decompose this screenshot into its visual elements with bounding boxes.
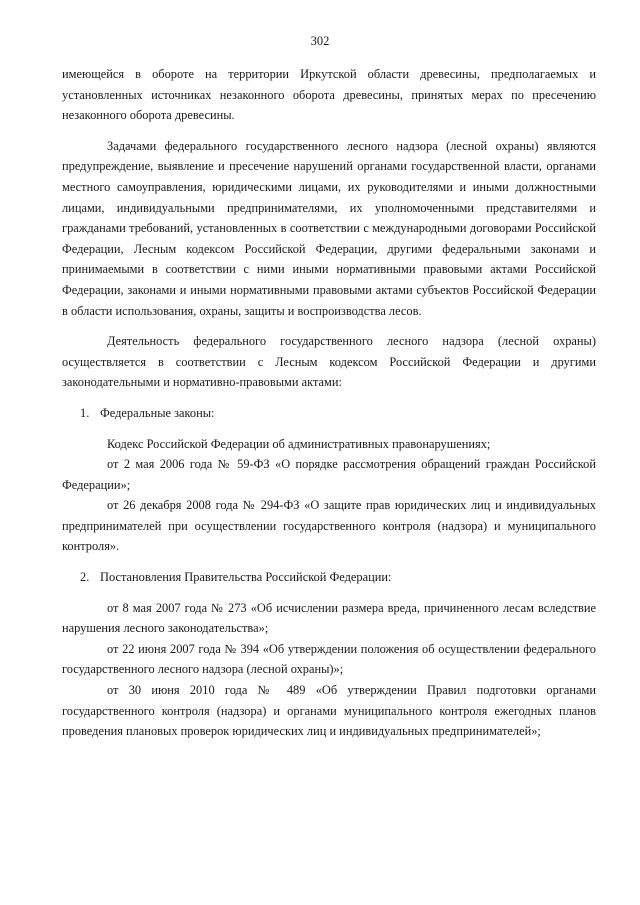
paragraph-activity: Деятельность федерального государственного лесного надзора (лесной охраны) осуществляется в соответствии с Лесным кодексом Российской Федерации и другими законодательными и нормативно-правовыми актами: xyxy=(62,334,596,390)
section-number: 2. xyxy=(80,570,90,585)
resolution-item: от 22 июня 2007 года № 394 «Об утверждении положения об осуществлении федерального государственного лесного надзора (лесной охраны)»; xyxy=(62,641,596,677)
page-number: 302 xyxy=(310,34,330,48)
resolution-item: от 30 июня 2010 года № 489 «Об утверждении Правил подготовки органами государственного контроля (надзора) и органами муниципального контроля ежегодных планов проведения плановых проверок юридических лиц и индивидуальных предпринимателей»; xyxy=(62,683,596,739)
document-body xyxy=(62,64,596,742)
section-number: 1. xyxy=(80,405,90,420)
law-item: Кодекс Российской Федерации об административных правонарушениях; xyxy=(107,436,491,451)
section-title: Постановления Правительства Российской Федерации: xyxy=(100,570,392,585)
paragraph-continuation: имеющейся в обороте на территории Иркутской области древесины, предполагаемых и установленных источниках незаконного оборота древесины, принятых мерах по пресечению незаконного оборота древесины. xyxy=(62,67,596,123)
law-item: от 2 мая 2006 года № 59-ФЗ «О порядке рассмотрения обращений граждан Российской Федерации»; xyxy=(62,457,596,492)
paragraph-tasks: Задачами федерального государственного лесного надзора (лесной охраны) являются предупреждение, выявление и пресечение нарушений органами государственной власти, органами местного самоуправления, юридическими лицами, их руководителями и иными должностными лицами, индивидуальными предпринимателями, их уполномоченными представителями и гражданами требований, установленных в соответствии с международными договорами Российской Федерации, Лесным кодексом Российской Федерации, другими федеральными законами и принимаемыми в соответствии с ними иными нормативными правовыми актами Российской Федерации, законами и иными нормативными правовыми актами субъектов Российской Федерации в области использования, охраны, защиты и воспроизводства лесов. xyxy=(62,138,596,318)
section-heading-government-resolutions xyxy=(62,567,596,588)
resolution-item: от 8 мая 2007 года № 273 «Об исчислении размера вреда, причиненного лесам вследствие нарушения лесного законодательства»; xyxy=(62,600,596,636)
law-item: от 26 декабря 2008 года № 294-ФЗ «О защите прав юридических лиц и индивидуальных предпринимателей при осуществлении государственного контроля (надзора) и муниципального контроля». xyxy=(62,498,596,554)
section-heading-federal-laws xyxy=(62,403,596,424)
section-title: Федеральные законы: xyxy=(100,405,215,420)
